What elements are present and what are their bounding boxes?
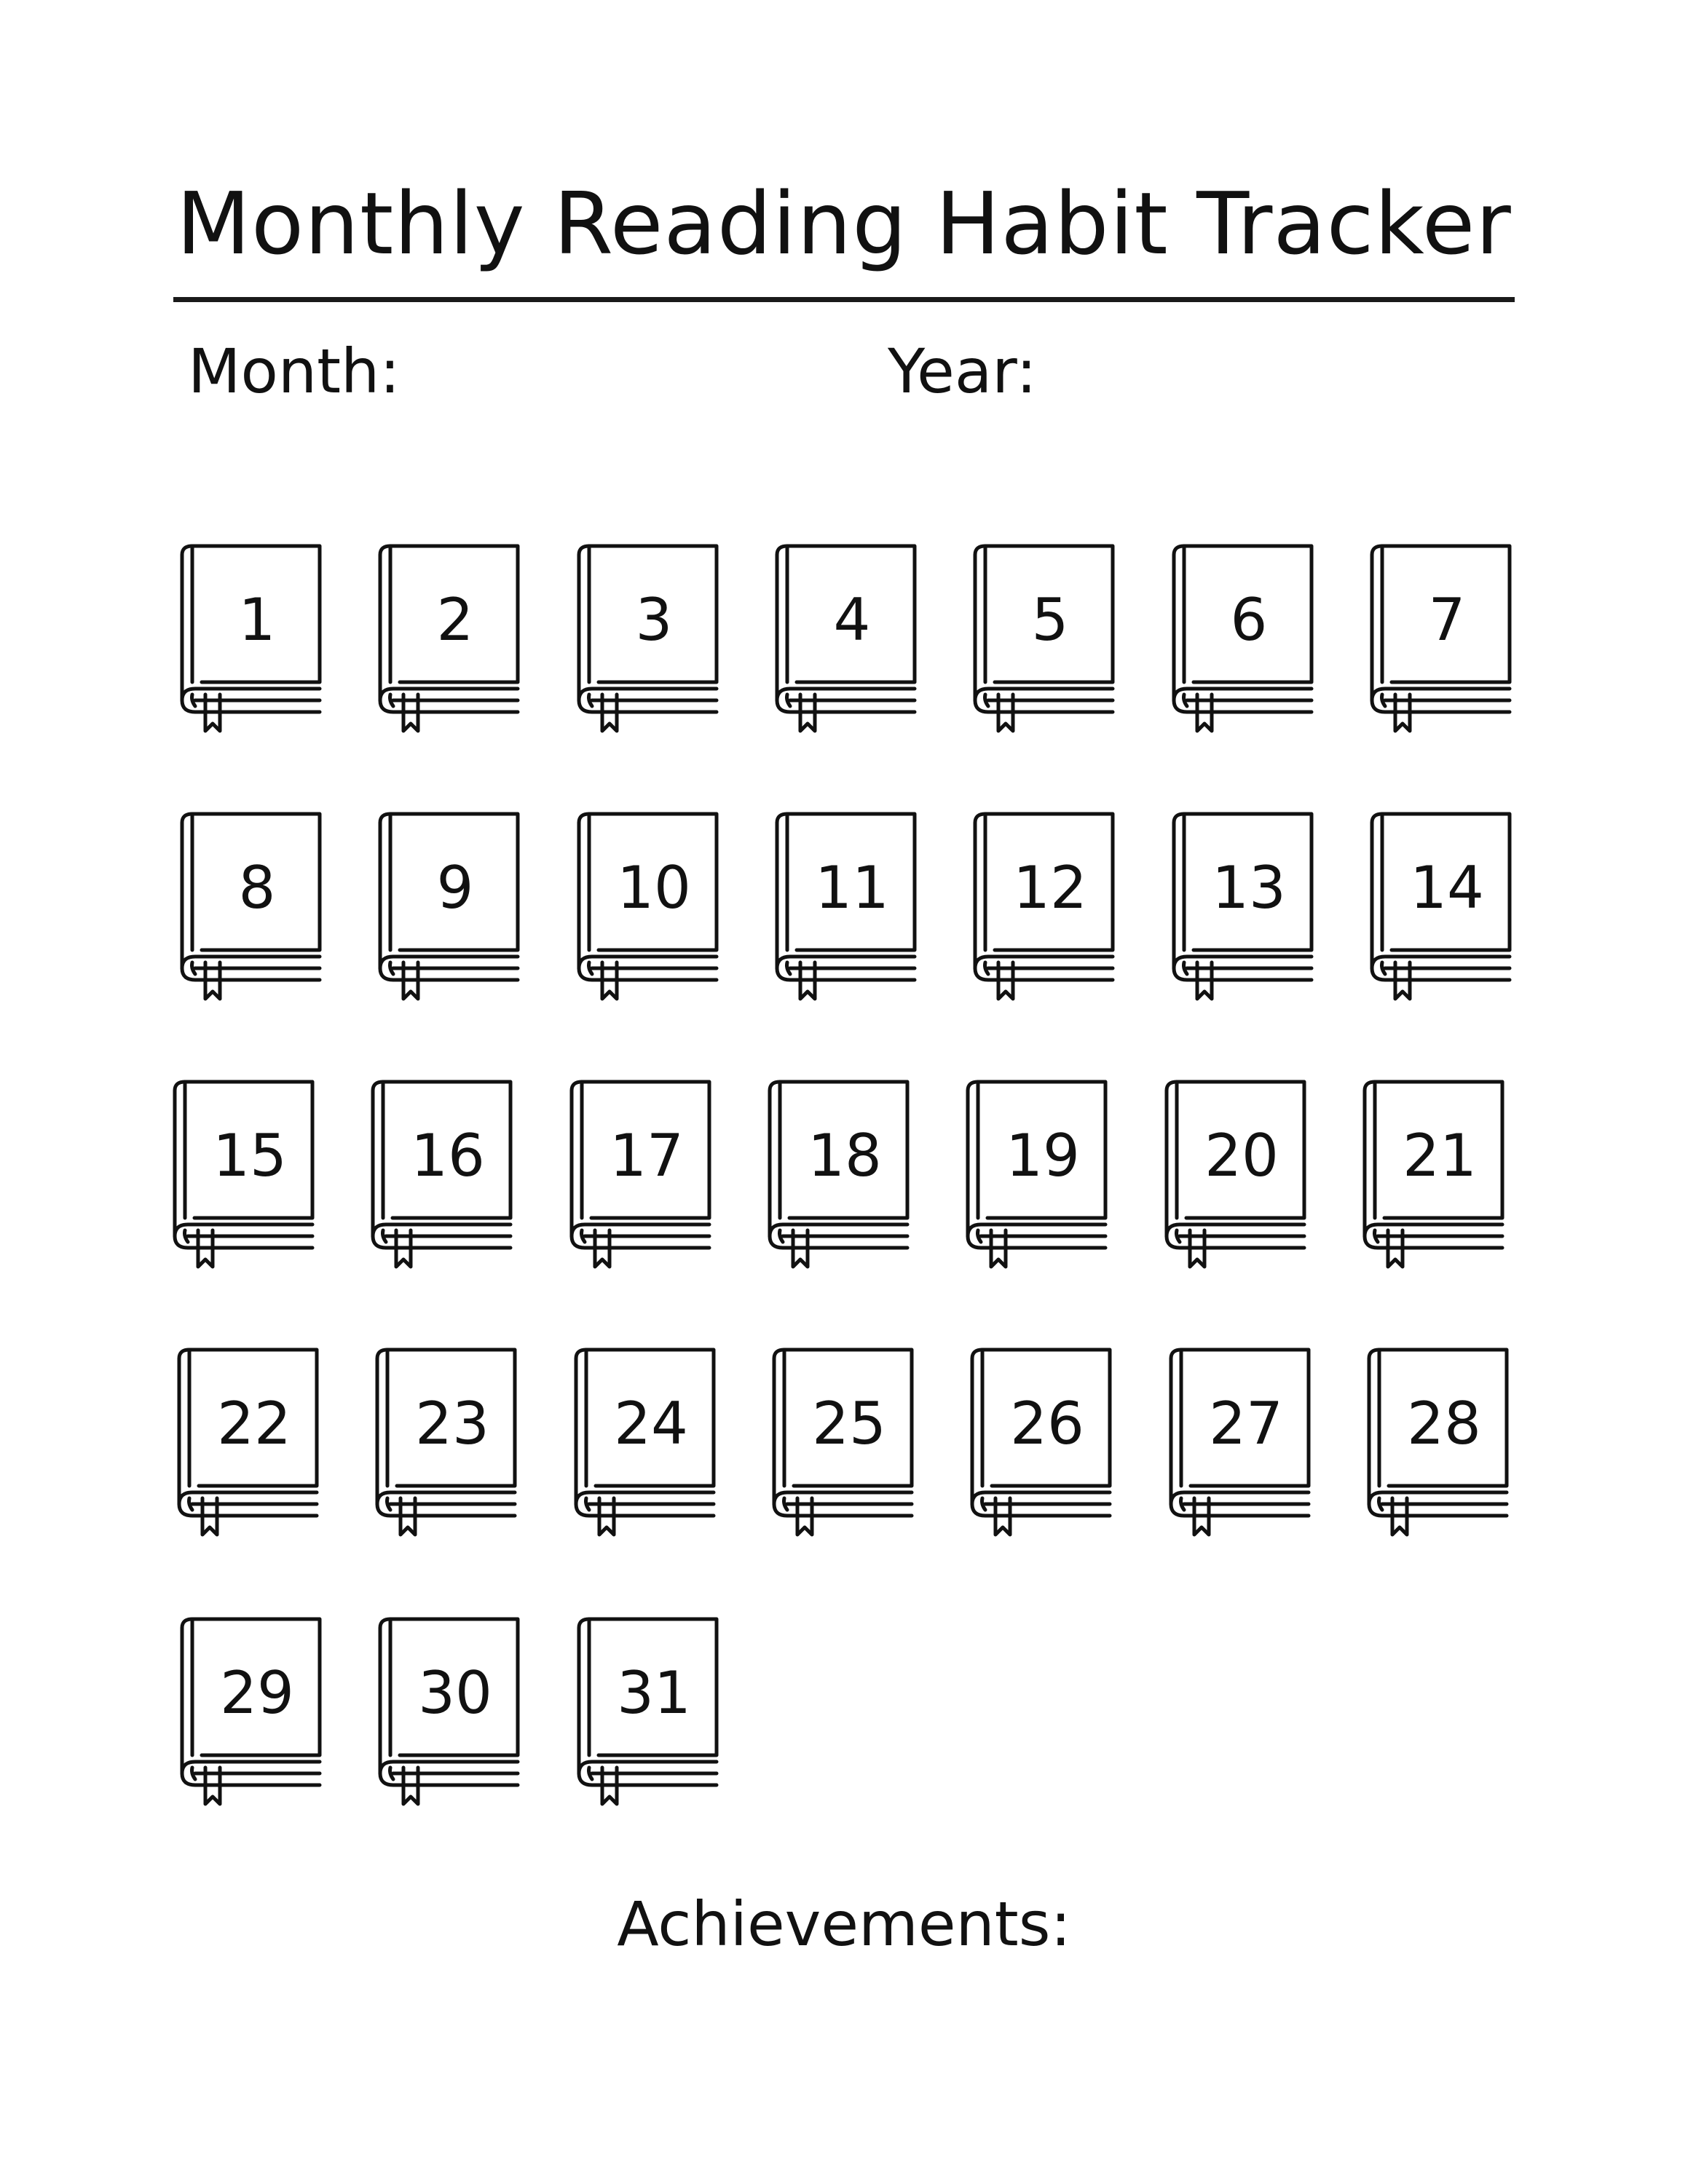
day-book-29 xyxy=(176,1613,322,1817)
day-number: 6 xyxy=(1230,586,1268,654)
achievements-label: Achievements: xyxy=(617,1888,1071,1960)
day-number: 23 xyxy=(415,1390,489,1457)
day-book-23 xyxy=(371,1344,517,1548)
day-number: 12 xyxy=(1013,854,1087,922)
day-number: 1 xyxy=(238,586,276,654)
day-book-28 xyxy=(1363,1344,1509,1548)
day-number: 31 xyxy=(617,1659,691,1727)
day-number: 3 xyxy=(635,586,673,654)
day-book-15 xyxy=(169,1076,315,1280)
day-book-12 xyxy=(969,808,1115,1012)
day-book-9 xyxy=(374,808,520,1012)
day-number: 29 xyxy=(220,1659,294,1727)
day-number: 27 xyxy=(1209,1390,1283,1457)
day-book-8 xyxy=(176,808,322,1012)
day-number: 14 xyxy=(1410,854,1484,922)
day-book-13 xyxy=(1168,808,1314,1012)
day-number: 18 xyxy=(808,1122,882,1190)
day-number: 30 xyxy=(418,1659,492,1727)
day-number: 8 xyxy=(238,854,276,922)
day-number: 20 xyxy=(1204,1122,1279,1190)
day-book-7 xyxy=(1366,540,1512,744)
day-number: 19 xyxy=(1006,1122,1080,1190)
day-number: 4 xyxy=(833,586,871,654)
day-number: 28 xyxy=(1407,1390,1481,1457)
day-book-22 xyxy=(173,1344,319,1548)
day-book-19 xyxy=(962,1076,1108,1280)
day-number: 9 xyxy=(436,854,474,922)
day-book-18 xyxy=(764,1076,910,1280)
day-book-5 xyxy=(969,540,1115,744)
day-number: 26 xyxy=(1010,1390,1084,1457)
day-book-11 xyxy=(771,808,917,1012)
year-field-label: Year: xyxy=(888,336,1037,407)
day-number: 11 xyxy=(815,854,889,922)
day-number: 10 xyxy=(617,854,691,922)
day-book-1 xyxy=(176,540,322,744)
day-book-24 xyxy=(570,1344,716,1548)
day-number: 13 xyxy=(1212,854,1286,922)
day-book-25 xyxy=(768,1344,914,1548)
day-number: 15 xyxy=(213,1122,287,1190)
day-book-27 xyxy=(1165,1344,1311,1548)
day-book-3 xyxy=(573,540,719,744)
day-book-20 xyxy=(1161,1076,1306,1280)
day-number: 22 xyxy=(217,1390,291,1457)
day-book-17 xyxy=(566,1076,711,1280)
day-book-26 xyxy=(966,1344,1112,1548)
title-underline xyxy=(173,297,1515,302)
day-book-21 xyxy=(1359,1076,1504,1280)
page-title: Monthly Reading Habit Tracker xyxy=(176,173,1512,274)
day-book-14 xyxy=(1366,808,1512,1012)
day-book-6 xyxy=(1168,540,1314,744)
day-number: 16 xyxy=(411,1122,485,1190)
day-number: 17 xyxy=(610,1122,684,1190)
day-book-4 xyxy=(771,540,917,744)
day-book-2 xyxy=(374,540,520,744)
day-book-16 xyxy=(367,1076,513,1280)
day-book-31 xyxy=(573,1613,719,1817)
day-book-10 xyxy=(573,808,719,1012)
day-number: 24 xyxy=(614,1390,688,1457)
day-number: 7 xyxy=(1428,586,1466,654)
day-number: 5 xyxy=(1031,586,1069,654)
day-book-30 xyxy=(374,1613,520,1817)
month-field-label: Month: xyxy=(188,336,401,407)
day-number: 2 xyxy=(436,586,474,654)
day-number: 21 xyxy=(1403,1122,1477,1190)
day-number: 25 xyxy=(812,1390,886,1457)
